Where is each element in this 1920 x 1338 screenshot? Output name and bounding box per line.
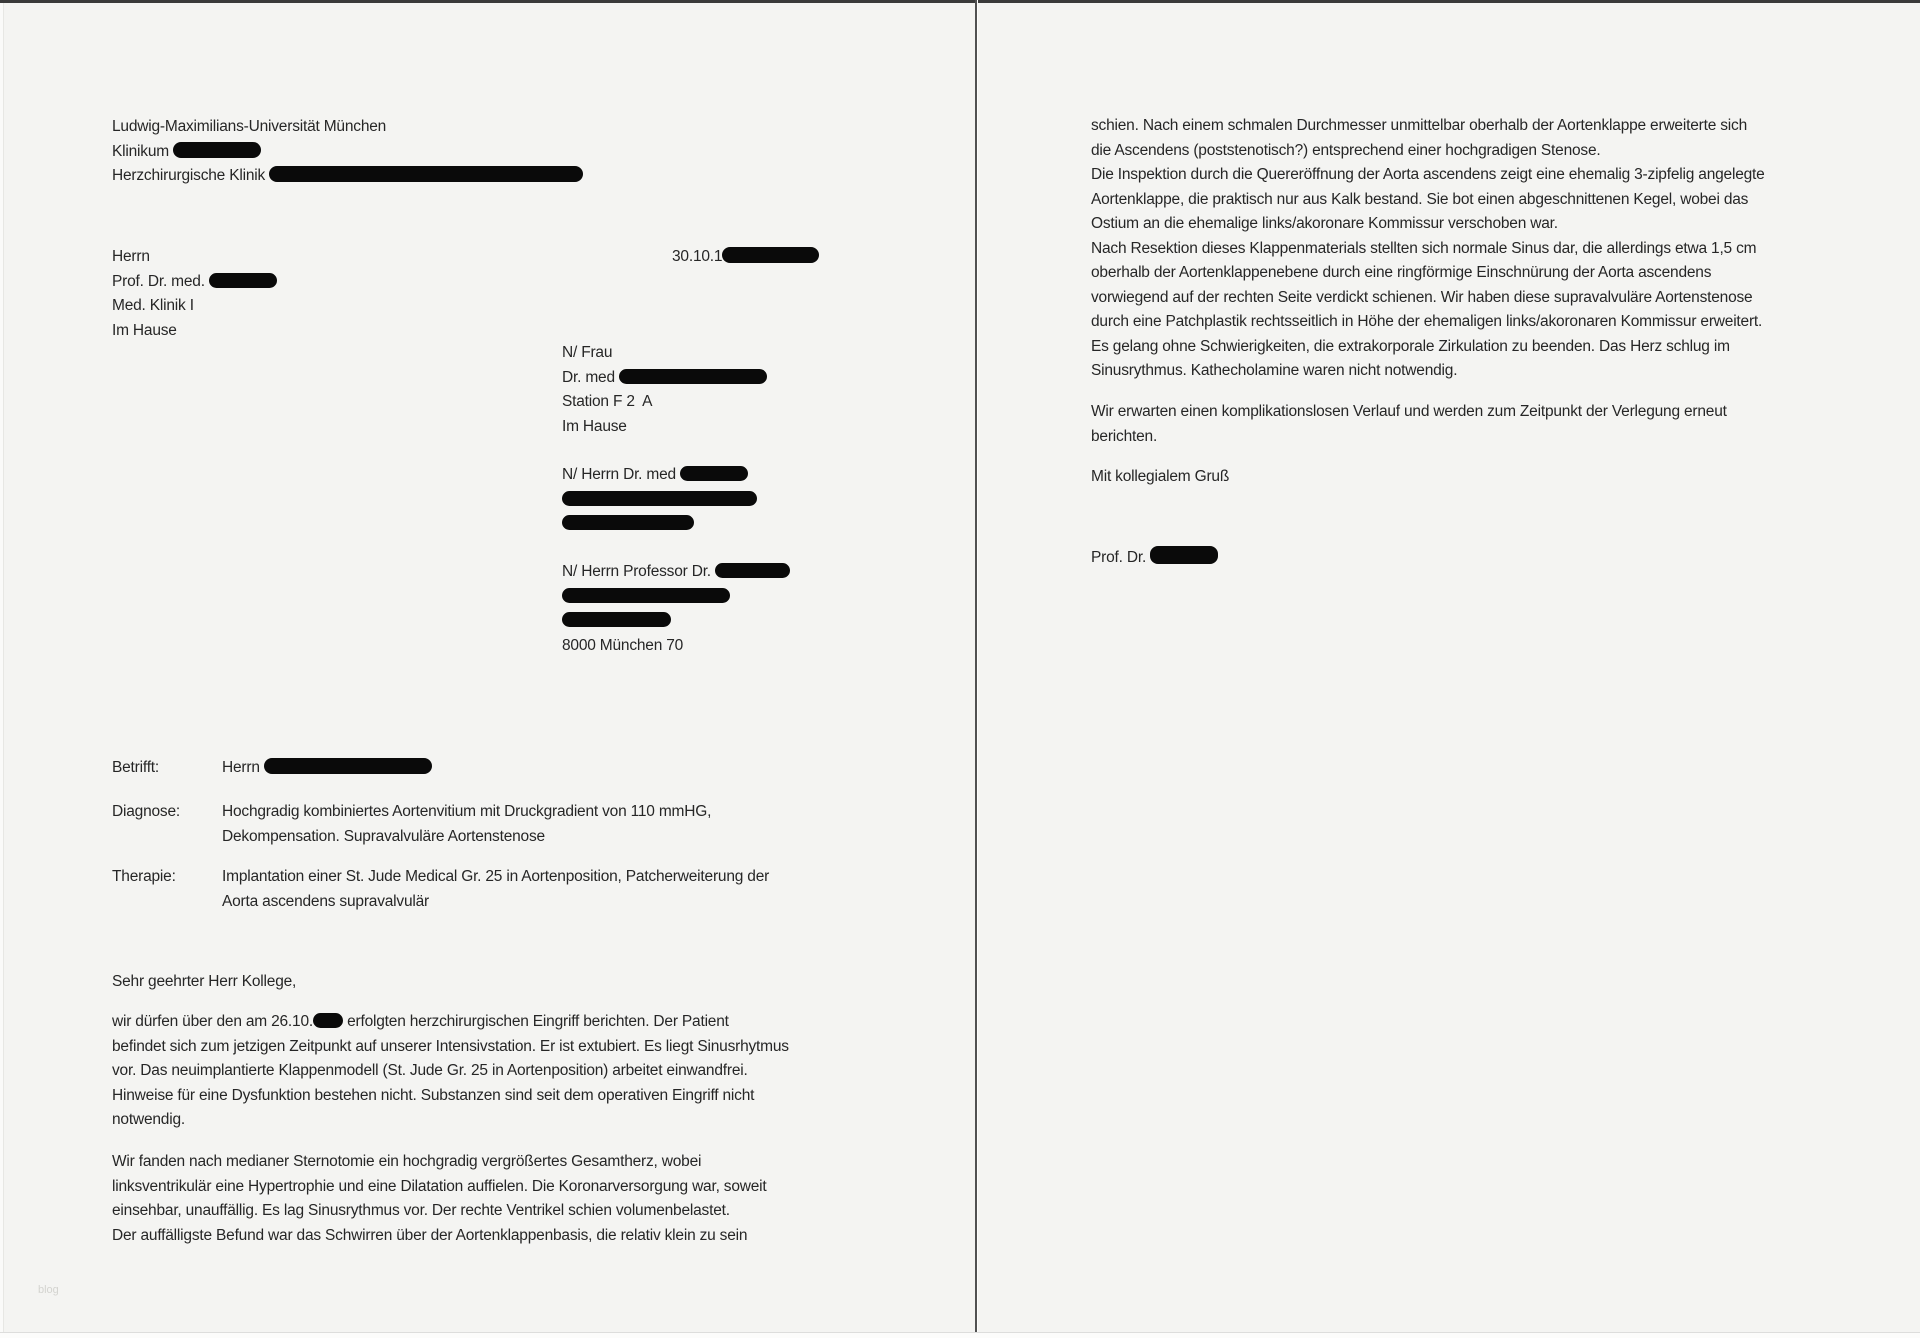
text-line: [1091, 237, 1765, 262]
text-line: [1091, 139, 1765, 164]
text-segment: Ludwig-Maximilians-Universität München: [112, 118, 387, 135]
text-line: [1091, 286, 1765, 311]
text-line: [562, 366, 767, 391]
redaction-bar: [562, 515, 694, 530]
text-segment: linksventrikulär eine Hypertrophie und eine Dilatation auffielen. Die Koronarversorgung war, soweit: [112, 1177, 767, 1195]
diagnose-label: [112, 800, 180, 825]
text-line: [112, 245, 277, 270]
text-line: [1091, 114, 1765, 139]
redaction-bar: [562, 612, 671, 627]
text-segment: Sehr geehrter Herr Kollege,: [112, 973, 297, 990]
recipient-frau: [562, 341, 767, 439]
redaction-bar: [562, 588, 730, 603]
closing-paragraph: [1091, 400, 1727, 449]
text-line: [562, 341, 767, 366]
text-line: [112, 1059, 789, 1084]
sender-header: [112, 115, 583, 189]
text-segment: Station F 2 A: [562, 393, 653, 410]
text-line: [112, 756, 159, 781]
text-line: [562, 585, 790, 610]
date-line: [672, 245, 819, 270]
text-line: [1091, 359, 1765, 384]
redaction-bar: [173, 142, 261, 158]
watermark-text: blog: [38, 1284, 59, 1296]
text-segment: Herrn: [222, 759, 264, 776]
salutation: [112, 970, 296, 995]
text-segment: N/ Herrn Dr. med: [562, 466, 681, 483]
text-line: [112, 1010, 789, 1035]
text-line: [112, 270, 277, 295]
text-segment: N/ Frau: [562, 344, 613, 361]
text-line: [562, 609, 790, 634]
text-segment: Nach Resektion dieses Klappenmaterials stellten sich normale Sinus dar, die allerdings etwa 1,5 cm: [1091, 239, 1757, 257]
redaction-bar: [269, 166, 583, 182]
text-segment: Es gelang ohne Schwierigkeiten, die extrakorporale Zirkulation zu beenden. Das Herz schlug im: [1091, 337, 1730, 355]
text-segment: Herzchirurgische Klinik: [112, 167, 270, 184]
text-segment: Aortenklappe, die praktisch nur aus Kalk bestand. Sie bot einen abgeschnittenen Kegel, wobei das: [1091, 190, 1749, 208]
text-line: [112, 1108, 789, 1133]
text-segment: Im Hause: [562, 417, 627, 435]
text-segment: 30.10.1: [672, 248, 723, 265]
text-segment: Herrn: [112, 248, 150, 265]
text-segment: Therapie:: [112, 868, 176, 885]
text-line: [1091, 261, 1765, 286]
text-line: [112, 164, 583, 189]
text-segment: schien. Nach einem schmalen Durchmesser unmittelbar oberhalb der Aortenklappe erweiterte sich: [1091, 117, 1747, 134]
text-line: [222, 756, 432, 781]
text-line: [112, 115, 583, 140]
text-segment: die Ascendens (poststenotisch?) entsprechend einer hochgradigen Stenose.: [1091, 141, 1601, 159]
recipient-professor: [562, 560, 790, 658]
text-segment: Mit kollegialem Gruß: [1091, 468, 1230, 485]
text-line: [222, 890, 769, 915]
text-line: [112, 970, 296, 995]
text-line: [112, 294, 277, 319]
text-line: [112, 800, 180, 825]
text-line: [1091, 335, 1765, 360]
text-segment: berichten.: [1091, 427, 1158, 445]
therapie-value: [222, 865, 769, 914]
text-line: [112, 1035, 789, 1060]
text-segment: Hochgradig kombiniertes Aortenvitium mit Druckgradient von 110 mmHG,: [222, 803, 712, 820]
text-segment: Dr. med: [562, 368, 619, 386]
text-segment: Wir fanden nach medianer Sternotomie ein hochgradig vergrößertes Gesamtherz, wobei: [112, 1153, 702, 1170]
text-line: [112, 319, 277, 344]
text-segment: wir dürfen über den am 26.10.: [112, 1013, 313, 1030]
recipient-herr-dr: [562, 463, 757, 537]
text-segment: vor. Das neuimplantierte Klappenmodell (St. Jude Gr. 25 in Aortenposition) arbeitet einwandfrei.: [112, 1062, 748, 1079]
betrifft-value: [222, 756, 432, 781]
addressee: [112, 245, 277, 343]
text-line: [562, 634, 790, 659]
text-line: [222, 800, 711, 825]
text-line: [112, 1175, 767, 1200]
therapie-label: [112, 865, 176, 890]
text-line: [112, 1084, 789, 1109]
text-line: [562, 488, 757, 513]
text-segment: Prof. Dr.: [1091, 549, 1151, 566]
text-segment: Sinusrythmus. Kathecholamine waren nicht notwendig.: [1091, 362, 1458, 379]
text-segment: Dekompensation. Supravalvuläre Aortenstenose: [222, 827, 545, 845]
text-segment: Klinikum: [112, 142, 174, 160]
text-line: [562, 560, 790, 585]
text-line: [1091, 425, 1727, 450]
text-line: [562, 512, 757, 537]
text-line: [672, 245, 819, 270]
redaction-bar: [722, 247, 819, 263]
text-line: [1091, 188, 1765, 213]
text-line: [562, 390, 767, 415]
text-segment: Prof. Dr. med.: [112, 272, 209, 290]
text-line: [112, 865, 176, 890]
text-segment: oberhalb der Aortenklappenebene durch eine ringförmige Einschnürung der Aorta ascendens: [1091, 264, 1712, 281]
redaction-bar: [619, 369, 767, 384]
text-segment: vorwiegend auf der rechten Seite verdickt schienen. Wir haben diese supravalvuläre Aortenstenose: [1091, 288, 1753, 306]
redaction-bar: [1150, 546, 1218, 564]
redaction-bar: [209, 273, 277, 288]
redaction-bar: [264, 758, 432, 774]
text-segment: Hinweise für eine Dysfunktion bestehen nicht. Substanzen sind seit dem operativen Eingriff nicht: [112, 1086, 755, 1104]
text-segment: Med. Klinik I: [112, 297, 194, 314]
text-line: [1091, 400, 1727, 425]
redaction-bar: [680, 466, 748, 481]
betrifft-label: [112, 756, 159, 781]
text-line: [222, 825, 711, 850]
text-line: [1091, 163, 1765, 188]
redaction-bar: [562, 491, 757, 506]
text-line: [1091, 310, 1765, 335]
text-line: [562, 415, 767, 440]
text-line: [112, 1224, 767, 1249]
text-line: [112, 1150, 767, 1175]
text-segment: durch eine Patchplastik rechtsseitlich in Höhe der ehemaligen links/akoronaren Kommissur erweitert.: [1091, 313, 1763, 330]
redaction-bar: [313, 1013, 343, 1028]
text-line: [222, 865, 769, 890]
text-segment: Die Inspektion durch die Quereröffnung der Aorta ascendens zeigt eine ehemalig 3-zipfelig angelegte: [1091, 166, 1765, 183]
body-paragraph-2: [112, 1150, 767, 1248]
text-segment: einsehbar, unauffällig. Es lag Sinusrythmus vor. Der rechte Ventrikel schien volumenbelastet.: [112, 1202, 730, 1219]
op-report: [1091, 114, 1765, 384]
signature: [1091, 546, 1218, 571]
text-segment: Ostium an die ehemalige links/akoronare Kommissur verschoben war.: [1091, 215, 1558, 232]
redaction-bar: [715, 563, 790, 578]
text-segment: erfolgten herzchirurgischen Eingriff berichten. Der Patient: [343, 1013, 729, 1030]
text-line: [1091, 546, 1218, 571]
text-segment: Betrifft:: [112, 759, 160, 776]
text-line: [112, 140, 583, 165]
text-line: [1091, 465, 1229, 490]
text-segment: Diagnose:: [112, 803, 180, 820]
text-line: [1091, 212, 1765, 237]
text-segment: Im Hause: [112, 321, 177, 339]
text-segment: Wir erwarten einen komplikationslosen Verlauf und werden zum Zeitpunkt der Verlegung erneut: [1091, 403, 1727, 420]
text-segment: N/ Herrn Professor Dr.: [562, 563, 716, 580]
text-segment: 8000 München 70: [562, 636, 684, 654]
text-segment: befindet sich zum jetzigen Zeitpunkt auf unserer Intensivstation. Er ist extubiert. Es liegt Sinusrhytmus: [112, 1037, 789, 1055]
text-segment: Implantation einer St. Jude Medical Gr. 25 in Aortenposition, Patcherweiterung der: [222, 868, 770, 885]
body-paragraph-1: [112, 1010, 789, 1133]
text-segment: notwendig.: [112, 1111, 185, 1128]
diagnose-value: [222, 800, 711, 849]
text-segment: Aorta ascendens supravalvulär: [222, 892, 430, 910]
text-segment: Der auffälligste Befund war das Schwirren über der Aortenklappenbasis, die relativ klein zu sein: [112, 1226, 748, 1244]
text-line: [562, 463, 757, 488]
text-line: [112, 1199, 767, 1224]
closing-salutation: [1091, 465, 1229, 490]
